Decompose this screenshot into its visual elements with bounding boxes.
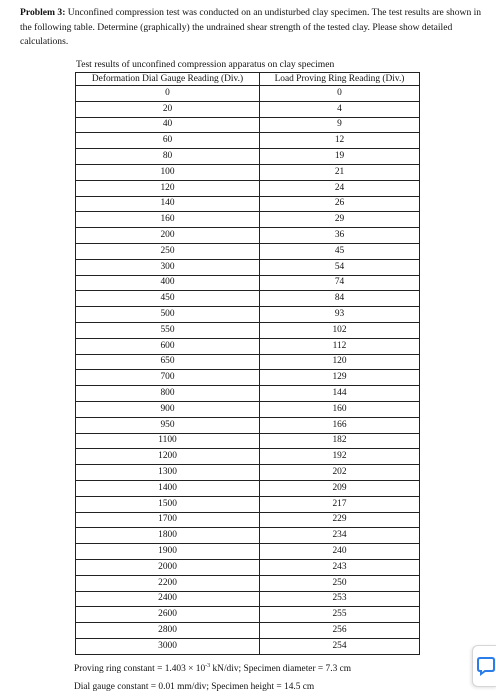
load-reading-cell: 234 xyxy=(260,528,420,544)
load-reading-cell: 29 xyxy=(260,212,420,228)
load-reading-cell: 166 xyxy=(260,417,420,433)
load-reading-cell: 93 xyxy=(260,307,420,323)
deformation-reading-cell: 650 xyxy=(76,354,260,370)
table-row xyxy=(76,322,420,338)
load-reading-cell: 160 xyxy=(260,401,420,417)
deformation-reading-cell: 900 xyxy=(76,401,260,417)
load-reading-cell: 84 xyxy=(260,291,420,307)
table-row xyxy=(76,417,420,433)
table-row xyxy=(76,544,420,560)
load-reading-cell: 120 xyxy=(260,354,420,370)
table-row xyxy=(76,307,420,323)
load-reading-cell: 129 xyxy=(260,370,420,386)
load-reading-cell: 255 xyxy=(260,607,420,623)
deformation-reading-cell: 1400 xyxy=(76,480,260,496)
table-row xyxy=(76,496,420,512)
deformation-reading-cell: 1700 xyxy=(76,512,260,528)
deformation-reading-cell: 40 xyxy=(76,117,260,133)
table-row xyxy=(76,228,420,244)
problem-label: Problem 3: xyxy=(20,7,66,18)
table-row xyxy=(76,243,420,259)
load-reading-cell: 112 xyxy=(260,338,420,354)
deformation-reading-cell: 2400 xyxy=(76,591,260,607)
table-row xyxy=(76,559,420,575)
table-row xyxy=(76,133,420,149)
table-row xyxy=(76,180,420,196)
deformation-reading-cell: 80 xyxy=(76,149,260,165)
deformation-reading-cell: 300 xyxy=(76,259,260,275)
deformation-reading-cell: 1500 xyxy=(76,496,260,512)
table-caption: Test results of unconfined compression apparatus on clay specimen xyxy=(76,59,335,70)
load-reading-cell: 253 xyxy=(260,591,420,607)
table-row xyxy=(76,259,420,275)
deformation-reading-cell: 120 xyxy=(76,180,260,196)
load-reading-cell: 182 xyxy=(260,433,420,449)
load-reading-cell: 9 xyxy=(260,117,420,133)
deformation-reading-cell: 1100 xyxy=(76,433,260,449)
load-reading-cell: 26 xyxy=(260,196,420,212)
table-row xyxy=(76,101,420,117)
load-reading-cell: 74 xyxy=(260,275,420,291)
deformation-reading-cell: 250 xyxy=(76,243,260,259)
table-row xyxy=(76,386,420,402)
deformation-reading-cell: 800 xyxy=(76,386,260,402)
deformation-reading-cell: 20 xyxy=(76,101,260,117)
deformation-reading-cell: 1900 xyxy=(76,544,260,560)
deformation-reading-cell: 0 xyxy=(76,86,260,102)
table-row xyxy=(76,638,420,654)
load-reading-cell: 229 xyxy=(260,512,420,528)
deformation-reading-cell: 2200 xyxy=(76,575,260,591)
deformation-reading-cell: 160 xyxy=(76,212,260,228)
problem-statement xyxy=(20,6,482,50)
load-reading-cell: 102 xyxy=(260,322,420,338)
table-row xyxy=(76,591,420,607)
table-row xyxy=(76,338,420,354)
deformation-reading-cell: 200 xyxy=(76,228,260,244)
deformation-reading-cell: 2800 xyxy=(76,623,260,639)
load-reading-cell: 217 xyxy=(260,496,420,512)
load-reading-cell: 36 xyxy=(260,228,420,244)
chat-bubble-icon xyxy=(477,656,495,676)
header-load-proving-ring: Load Proving Ring Reading (Div.) xyxy=(260,73,420,86)
load-reading-cell: 240 xyxy=(260,544,420,560)
load-reading-cell: 19 xyxy=(260,149,420,165)
deformation-reading-cell: 550 xyxy=(76,322,260,338)
deformation-reading-cell: 60 xyxy=(76,133,260,149)
load-reading-cell: 0 xyxy=(260,86,420,102)
table-row xyxy=(76,370,420,386)
load-reading-cell: 250 xyxy=(260,575,420,591)
table-row xyxy=(76,433,420,449)
problem-text: Unconfined compression test was conducted on an undisturbed clay specimen. The test results are shown in the following table. Determine (graphically) the undrained shear strength of the tested clay. Please show detailed calculations. xyxy=(20,7,482,47)
dial-gauge-note: Dial gauge constant = 0.01 mm/div; Specimen height = 14.5 cm xyxy=(74,682,315,692)
table-row xyxy=(76,480,420,496)
deformation-reading-cell: 100 xyxy=(76,164,260,180)
deformation-reading-cell: 600 xyxy=(76,338,260,354)
deformation-reading-cell: 2000 xyxy=(76,559,260,575)
table-row xyxy=(76,575,420,591)
deformation-reading-cell: 700 xyxy=(76,370,260,386)
deformation-reading-cell: 2600 xyxy=(76,607,260,623)
proving-ring-text: Proving ring constant = 1.403 × 10 xyxy=(74,664,206,674)
deformation-reading-cell: 1800 xyxy=(76,528,260,544)
table-row xyxy=(76,512,420,528)
specimen-diameter-text: kN/div; Specimen diameter = 7.3 cm xyxy=(210,664,352,674)
deformation-reading-cell: 3000 xyxy=(76,638,260,654)
proving-ring-note xyxy=(74,663,351,675)
table-row xyxy=(76,465,420,481)
table-row xyxy=(76,354,420,370)
deformation-reading-cell: 950 xyxy=(76,417,260,433)
table-header-row xyxy=(76,73,420,86)
table-row xyxy=(76,149,420,165)
test-results-table xyxy=(75,72,420,655)
deformation-reading-cell: 140 xyxy=(76,196,260,212)
deformation-reading-cell: 500 xyxy=(76,307,260,323)
load-reading-cell: 54 xyxy=(260,259,420,275)
deformation-reading-cell: 1300 xyxy=(76,465,260,481)
table-row xyxy=(76,117,420,133)
table-row xyxy=(76,401,420,417)
load-reading-cell: 4 xyxy=(260,101,420,117)
deformation-reading-cell: 400 xyxy=(76,275,260,291)
table-row xyxy=(76,291,420,307)
table-row xyxy=(76,528,420,544)
table-row xyxy=(76,164,420,180)
table-row xyxy=(76,212,420,228)
table-row xyxy=(76,196,420,212)
table-row xyxy=(76,275,420,291)
chat-widget-button[interactable] xyxy=(472,645,496,687)
load-reading-cell: 192 xyxy=(260,449,420,465)
load-reading-cell: 24 xyxy=(260,180,420,196)
load-reading-cell: 202 xyxy=(260,465,420,481)
deformation-reading-cell: 1200 xyxy=(76,449,260,465)
table-row xyxy=(76,449,420,465)
load-reading-cell: 243 xyxy=(260,559,420,575)
load-reading-cell: 254 xyxy=(260,638,420,654)
load-reading-cell: 209 xyxy=(260,480,420,496)
table-body xyxy=(76,86,420,655)
exponent: -3 xyxy=(205,663,211,669)
load-reading-cell: 45 xyxy=(260,243,420,259)
deformation-reading-cell: 450 xyxy=(76,291,260,307)
load-reading-cell: 256 xyxy=(260,623,420,639)
table-row xyxy=(76,86,420,102)
header-deformation-dial: Deformation Dial Gauge Reading (Div.) xyxy=(76,73,260,86)
table-row xyxy=(76,607,420,623)
load-reading-cell: 21 xyxy=(260,164,420,180)
load-reading-cell: 12 xyxy=(260,133,420,149)
load-reading-cell: 144 xyxy=(260,386,420,402)
table-row xyxy=(76,623,420,639)
